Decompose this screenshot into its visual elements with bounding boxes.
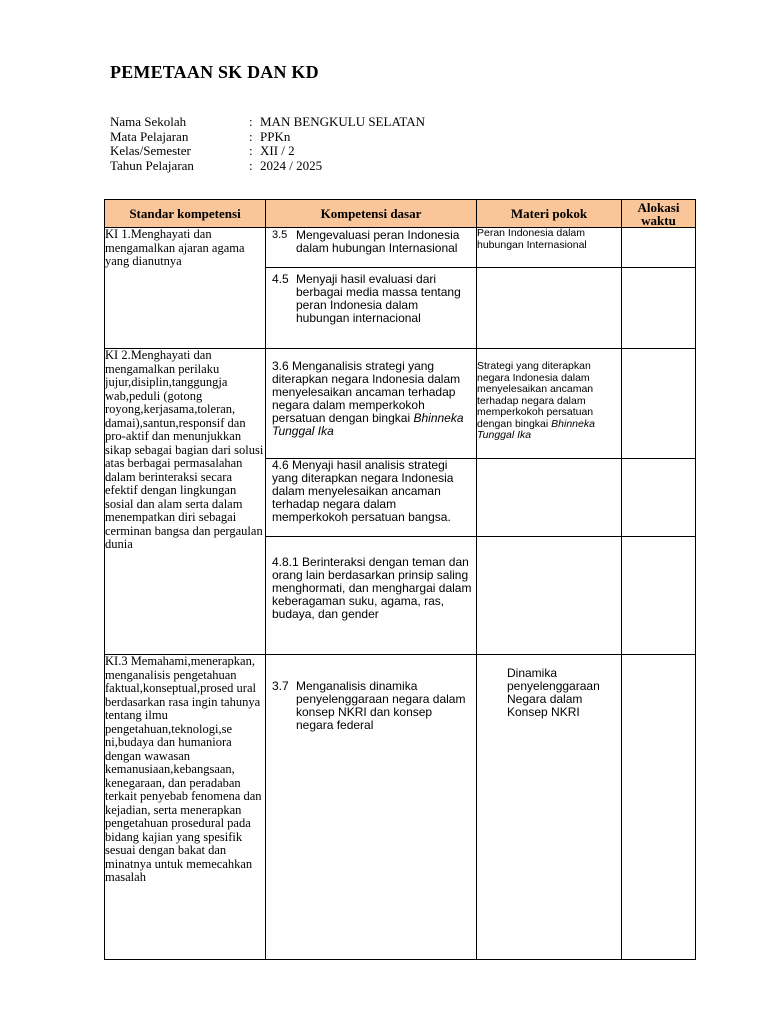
table-row bbox=[105, 228, 696, 268]
kd-text: Menyaji hasil evaluasi dari berbagai media massa tentang peran Indonesia dalam hubungan internacional bbox=[296, 272, 461, 325]
info-colon: : bbox=[249, 128, 253, 144]
mp-3: Dinamika penyelenggaraan Negara dalam Konsep NKRI bbox=[477, 655, 622, 960]
sk-ki2: KI 2.Menghayati dan mengamalkan perilaku jujur,disiplin,tanggungja wab,peduli (gotong royong,kerjasama,toleran, damai),santun,responsif dan pro-aktif dan menunjukkan sikap sebagai bagian dari solusi atas berbagai permasalahan dalam berinteraksi secara efektif dengan lingkungan sosial dan alam serta dalam menempatkan diri sebagai cerminan bangsa dan pergaulan dunia bbox=[105, 349, 266, 655]
table-header-row bbox=[105, 200, 696, 228]
info-label: Mata Pelajaran bbox=[110, 128, 189, 144]
header-materi-pokok: Materi pokok bbox=[477, 200, 622, 228]
info-colon: : bbox=[249, 114, 253, 129]
info-value: XII / 2 bbox=[260, 143, 295, 158]
kd-italic: Bhinneka Tunggal Ika bbox=[272, 411, 464, 438]
info-value: MAN BENGKULU SELATAN bbox=[260, 114, 426, 129]
mp-empty bbox=[477, 537, 622, 655]
kd-4-8-1: 4.8.1 Berinteraksi dengan teman dan orang lain berdasarkan prinsip saling menghormati, dan menghargai dalam keberagaman suku, agama, ras, budaya, dan gender bbox=[266, 537, 477, 655]
kd-number: 3.5 bbox=[272, 229, 288, 241]
header-alokasi-waktu: Alokasi waktu bbox=[622, 200, 696, 228]
info-row-year bbox=[110, 159, 425, 174]
kd-3-6 bbox=[266, 349, 477, 459]
kd-number: 3.7 bbox=[272, 679, 289, 693]
kd-text: 3.6 Menganalisis strategi yang diterapkan negara Indonesia dalam menyelesaikan ancaman terhadap negara dalam memperkokoh persatuan dengan bingkai bbox=[272, 359, 461, 425]
aw-6 bbox=[622, 655, 696, 960]
info-value: 2024 / 2025 bbox=[260, 157, 323, 173]
kd-number: 4.5 bbox=[272, 272, 289, 286]
mp-empty bbox=[477, 268, 622, 349]
info-row-class bbox=[110, 144, 425, 159]
info-label: Tahun Pelajaran bbox=[110, 157, 194, 173]
info-label: Kelas/Semester bbox=[110, 143, 191, 158]
aw-4 bbox=[622, 459, 696, 537]
aw-1 bbox=[622, 228, 696, 268]
aw-2 bbox=[622, 268, 696, 349]
aw-3 bbox=[622, 349, 696, 459]
kd-3-5 bbox=[266, 228, 477, 268]
mp-1: Peran Indonesia dalam hubungan Internasional bbox=[477, 228, 622, 268]
school-info bbox=[110, 115, 425, 173]
kd-text: Menganalisis dinamika penyelenggaraan negara dalam konsep NKRI dan konsep negara federal bbox=[296, 679, 466, 732]
info-row-school bbox=[110, 115, 425, 130]
page-title: PEMETAAN SK DAN KD bbox=[110, 62, 319, 82]
competency-mapping-table bbox=[104, 199, 696, 960]
mp-empty bbox=[477, 459, 622, 537]
kd-3-7 bbox=[266, 655, 477, 960]
header-kompetensi-dasar: Kompetensi dasar bbox=[266, 200, 477, 228]
table-row bbox=[105, 349, 696, 459]
mp-italic: Bhinneka Tunggal Ika bbox=[477, 417, 595, 441]
info-value: PPKn bbox=[260, 128, 291, 144]
sk-ki1: KI 1.Menghayati dan mengamalkan ajaran agama yang dianutnya bbox=[105, 228, 266, 349]
info-row-subject bbox=[110, 130, 425, 145]
mp-text: Strategi yang diterapkan negara Indonesia dalam menyelesaikan ancaman terhadap negara dalam memperkokoh persatuan dengan bingkai bbox=[477, 360, 594, 430]
sk-ki3: KI.3 Memahami,menerapkan, menganalisis pengetahuan faktual,konseptual,prosed ural berdasarkan rasa ingin tahunya tentang ilmu pengetahuan,teknologi,se ni,budaya dan humaniora dengan wawasan kemanusiaan,kebangsaan, kenegaraan, dan peradaban terkait penyebab fenomena dan kejadian, serta menerapkan pengetahuan prosedural pada bidang kajian yang spesifik sesuai dengan bakat dan minatnya untuk memecahkan masalah bbox=[105, 655, 266, 960]
info-colon: : bbox=[249, 157, 253, 173]
info-colon: : bbox=[249, 143, 253, 158]
kd-4-6: 4.6 Menyaji hasil analisis strategi yang diterapkan negara Indonesia dalam menyelesaikan ancaman terhadap negara dalam memperkokoh persatuan bangsa. bbox=[266, 459, 477, 537]
mp-2 bbox=[477, 349, 622, 459]
kd-text: Mengevaluasi peran Indonesia dalam hubungan Internasional bbox=[296, 228, 460, 255]
table-row bbox=[105, 655, 696, 960]
kd-4-5 bbox=[266, 268, 477, 349]
aw-5 bbox=[622, 537, 696, 655]
header-standar-kompetensi: Standar kompetensi bbox=[105, 200, 266, 228]
info-label: Nama Sekolah bbox=[110, 114, 187, 129]
